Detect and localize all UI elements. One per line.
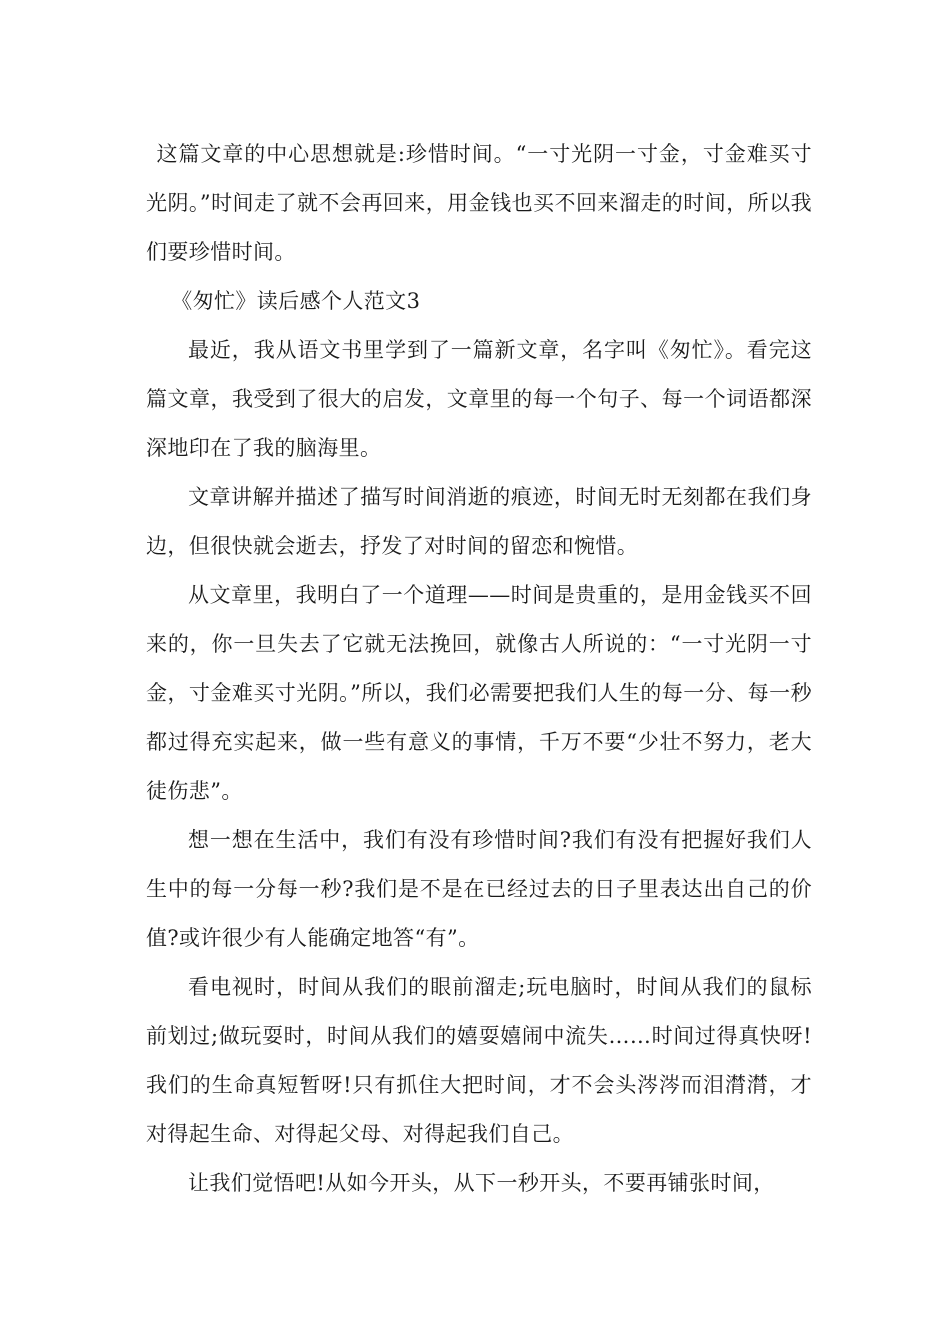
section-heading: 《匆忙》读后感个人范文3 <box>171 289 421 313</box>
paragraph: 从文章里，我明白了一个道理——时间是贵重的，是用金钱买不回来的，你一旦失去了它就无法挽回，就像古人所说的：“一寸光阴一寸金，寸金难买寸光阴。”所以，我们必需要把我们人生的每一分、每一秒都过得充实起来，做一些有意义的事情，千万不要“少壮不努力，老大徒伤悲”。 <box>146 583 812 803</box>
document-page <box>146 130 812 1208</box>
paragraph-summary: 这篇文章的中心思想就是:珍惜时间。“一寸光阴一寸金，寸金难买寸光阴。”时间走了就不会再回来，用金钱也买不回来溜走的时间，所以我们要珍惜时间。 <box>146 142 812 264</box>
paragraph: 看电视时，时间从我们的眼前溜走;玩电脑时，时间从我们的鼠标前划过;做玩耍时，时间从我们的嬉耍嬉闹中流失……时间过得真快呀!我们的生命真短暂呀!只有抓住大把时间，才不会头涔涔而泪潸潸，才对得起生命、对得起父母、对得起我们自己。 <box>146 975 812 1146</box>
paragraph: 想一想在生活中，我们有没有珍惜时间?我们有没有把握好我们人生中的每一分每一秒?我们是不是在已经过去的日子里表达出自己的价值?或许很少有人能确定地答“有”。 <box>146 828 812 950</box>
paragraph: 最近，我从语文书里学到了一篇新文章，名字叫《匆忙》。看完这篇文章，我受到了很大的启发，文章里的每一个句子、每一个词语都深深地印在了我的脑海里。 <box>146 338 812 460</box>
paragraph: 让我们觉悟吧!从如今开头，从下一秒开头，不要再铺张时间， <box>188 1171 775 1195</box>
paragraph: 文章讲解并描述了描写时间消逝的痕迹，时间无时无刻都在我们身边，但很快就会逝去，抒发了对时间的留恋和惋惜。 <box>146 485 812 558</box>
